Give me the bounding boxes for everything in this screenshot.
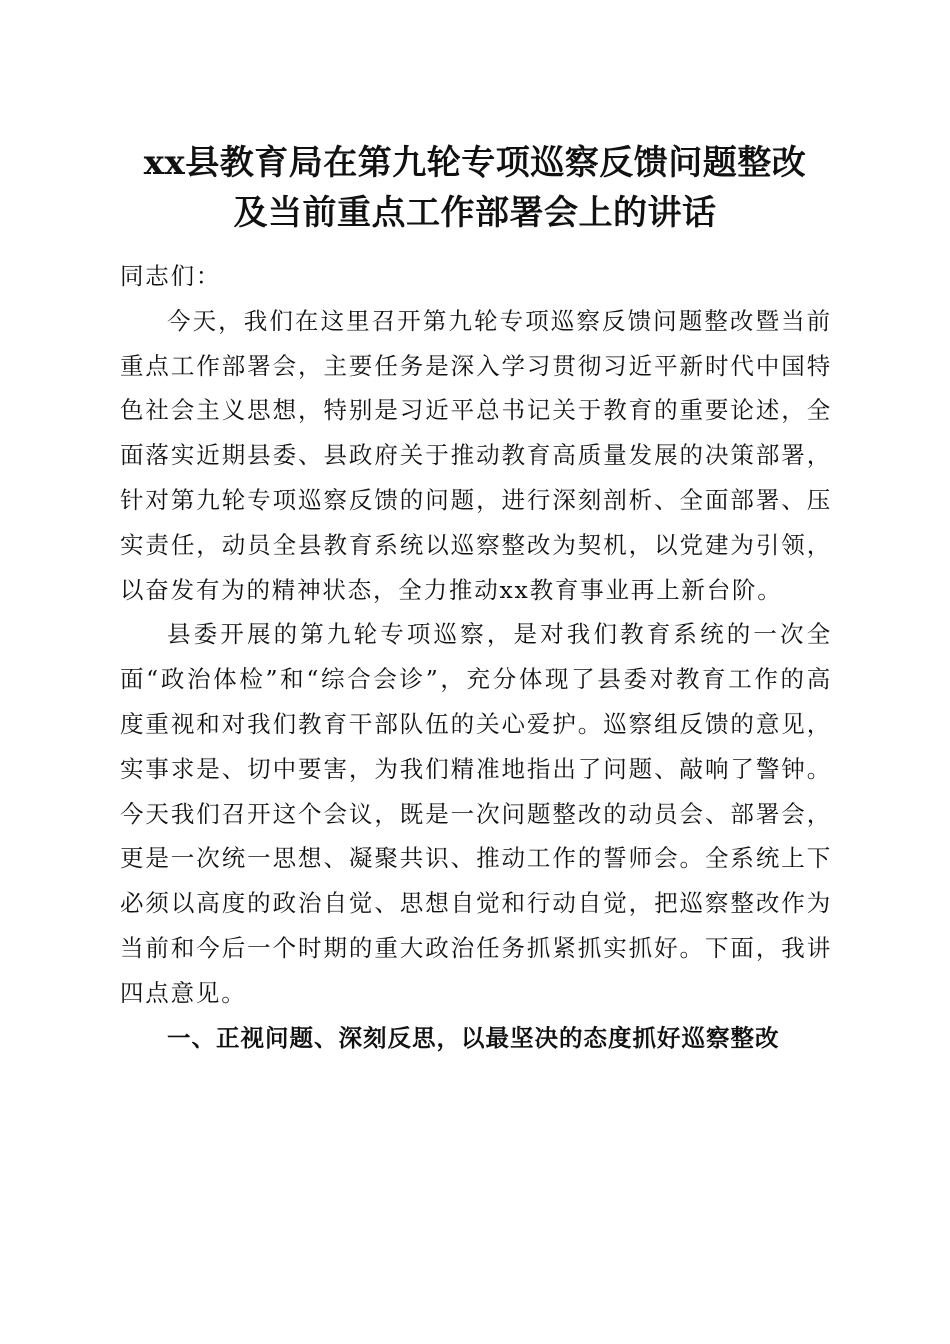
title-line-1: xx县教育局在第九轮专项巡察反馈问题整改 [143,143,807,183]
section-heading: 一、正视问题、深刻反思，以最坚决的态度抓好巡察整改 [167,1023,780,1052]
document-body [120,254,832,1060]
title-line-2: 及当前重点工作部署会上的讲话 [233,193,717,233]
document-title [80,138,870,238]
salutation: 同志们： [120,262,222,290]
paragraph-1: 今天，我们在这里召开第九轮专项巡察反馈问题整改暨当前重点工作部署会，主要任务是深入学习贯彻习近平新时代中国特色社会主义思想，特别是习近平总书记关于教育的重要论述，全面落实近期县委、县政府关于推动教育高质量发展的决策部署，针对第九轮专项巡察反馈的问题，进行深刻剖析、全面部署、压实责任，动员全县教育系统以巡察整改为契机，以党建为引领，以奋发有为的精神状态，全力推动xx教育事业再上新台阶。 [120,306,832,604]
paragraph-2: 县委开展的第九轮专项巡察，是对我们教育系统的一次全面“政治体检”和“综合会诊”，充分体现了县委对教育工作的高度重视和对我们教育干部队伍的关心爱护。巡察组反馈的意见，实事求是、切中要害，为我们精准地指出了问题、敲响了警钟。今天我们召开这个会议，既是一次问题整改的动员会、部署会，更是一次统一思想、凝聚共识、推动工作的誓师会。全系统上下必须以高度的政治自觉、思想自觉和行动自觉，把巡察整改作为当前和今后一个时期的重大政治任务抓紧抓实抓好。下面，我讲四点意见。 [120,620,832,1007]
